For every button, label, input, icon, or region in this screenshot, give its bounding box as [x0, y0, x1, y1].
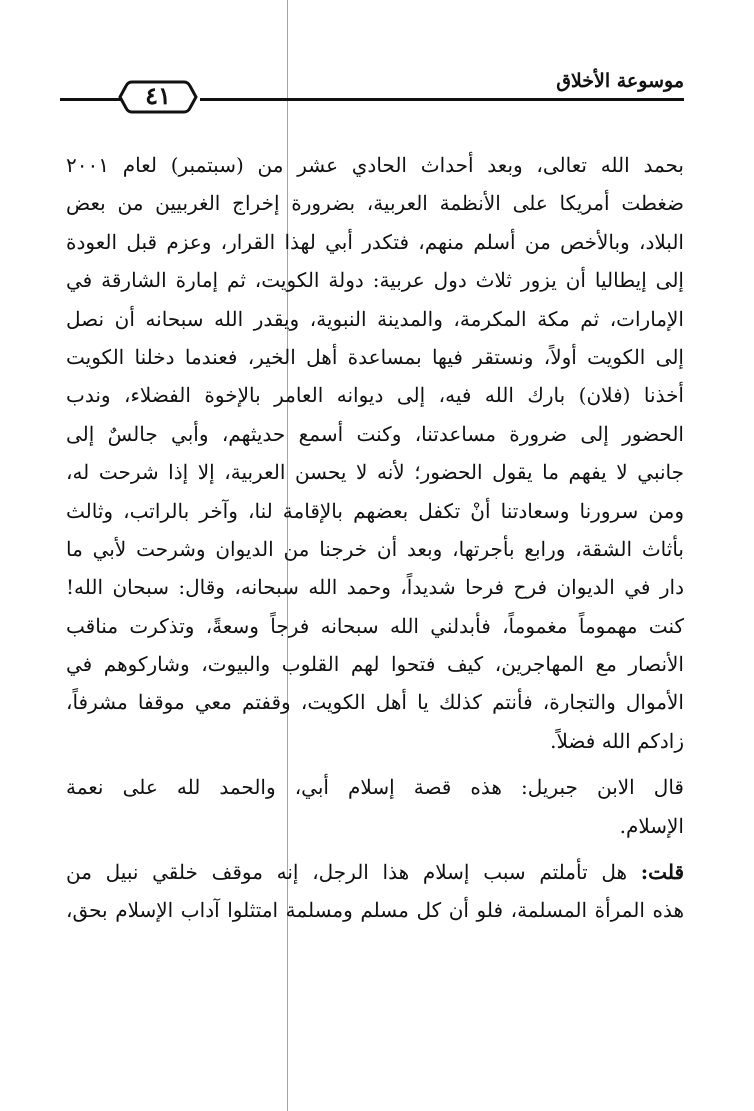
text-line: هذه المرأة المسلمة، فلو أن كل مسلم ومسلمة امتثلوا آداب الإسلام بحق، [66, 898, 684, 923]
text-line: إلى إيطاليا أن يزور ثلاث دول عربية: دولة الكويت، ثم إمارة الشارقة في [66, 268, 684, 293]
text-line: الإمارات، ثم مكة المكرمة، والمدينة النبوية، ويقدر الله سبحانه أن نصل [66, 306, 684, 331]
text-line: ضغطت أمريكا على الأنظمة العربية، بضرورة إخراج الغربيين من بعض [66, 191, 684, 216]
text-line: الأموال والتجارة، فأنتم كذلك يا أهل الكويت، وقفتم معي موقفا مشرفاً، [66, 690, 684, 715]
text-line: الإسلام. [619, 813, 684, 838]
paragraph-gap [66, 760, 684, 768]
header-rule-right [200, 98, 684, 101]
text-line: بحمد الله تعالى، وبعد أحداث الحادي عشر من (سبتمبر) لعام ٢٠٠١ [66, 153, 684, 177]
paragraph-gap [66, 845, 684, 853]
text-line: الأنصار مع المهاجرين، كيف فتحوا لهم القلوب والبيوت، وشاركوهم في [66, 652, 684, 677]
book-title: موسوعة الأخلاق [556, 70, 684, 92]
paragraph-3 [66, 853, 684, 930]
text-line-rest: هل تأملتم سبب إسلام هذا الرجل، إنه موقف خلقي نبيل من [66, 860, 628, 885]
text-line: بأثاث الشقة، ورابع بأجرتها، وبعد أن خرجنا من الديوان وشرحت لأبي ما [66, 536, 684, 561]
body-text [66, 146, 684, 930]
text-line: إلى الكويت أولاً، ونستقر فيها بمساعدة أهل الخير، فعندما دخلنا الكويت [66, 344, 684, 369]
text-line: جانبي لا يفهم ما يقول الحضور؛ لأنه لا يحسن العربية، إلا إذا شرحت له، [66, 460, 685, 485]
page-header [60, 62, 684, 112]
text-line: زادكم الله فضلاً. [550, 728, 684, 753]
text-line: البلاد، وبالأخص من أسلم منهم، فتكدر أبي لهذا القرار، وعزم قبل العودة [66, 229, 684, 254]
paragraph-label: قلت: [640, 860, 684, 885]
text-line: الحضور إلى ضرورة مساعدتنا، وكنت أسمع حديثهم، وأبي جالسٌ إلى [66, 421, 684, 446]
paragraph-2 [66, 768, 684, 845]
header-rule-left [60, 98, 122, 101]
page-number-badge [118, 76, 198, 118]
text-line: ومن سرورنا وسعادتنا أنْ تكفل بعضهم بالإقامة لنا، وآخر بالراتب، وثالث [66, 498, 684, 523]
text-line: أخذنا (فلان) بارك الله فيه، إلى ديوانه العامر بالإخوة الفضلاء، وندب [66, 383, 684, 408]
paragraph-1 [66, 146, 684, 760]
page-number: ٤١ [145, 81, 171, 110]
text-line-with-label [66, 853, 684, 891]
text-line: قال الابن جبريل: هذه قصة إسلام أبي، والحمد لله على نعمة [66, 775, 684, 800]
text-line: كنت مهموماً مغموماً، فأبدلني الله سبحانه فرجاً وسعةً، وتذكرت مناقب [66, 613, 684, 638]
text-line: دار في الديوان فرح فرحا شديداً، وحمد الله سبحانه، وقال: سبحان الله! [66, 575, 684, 600]
